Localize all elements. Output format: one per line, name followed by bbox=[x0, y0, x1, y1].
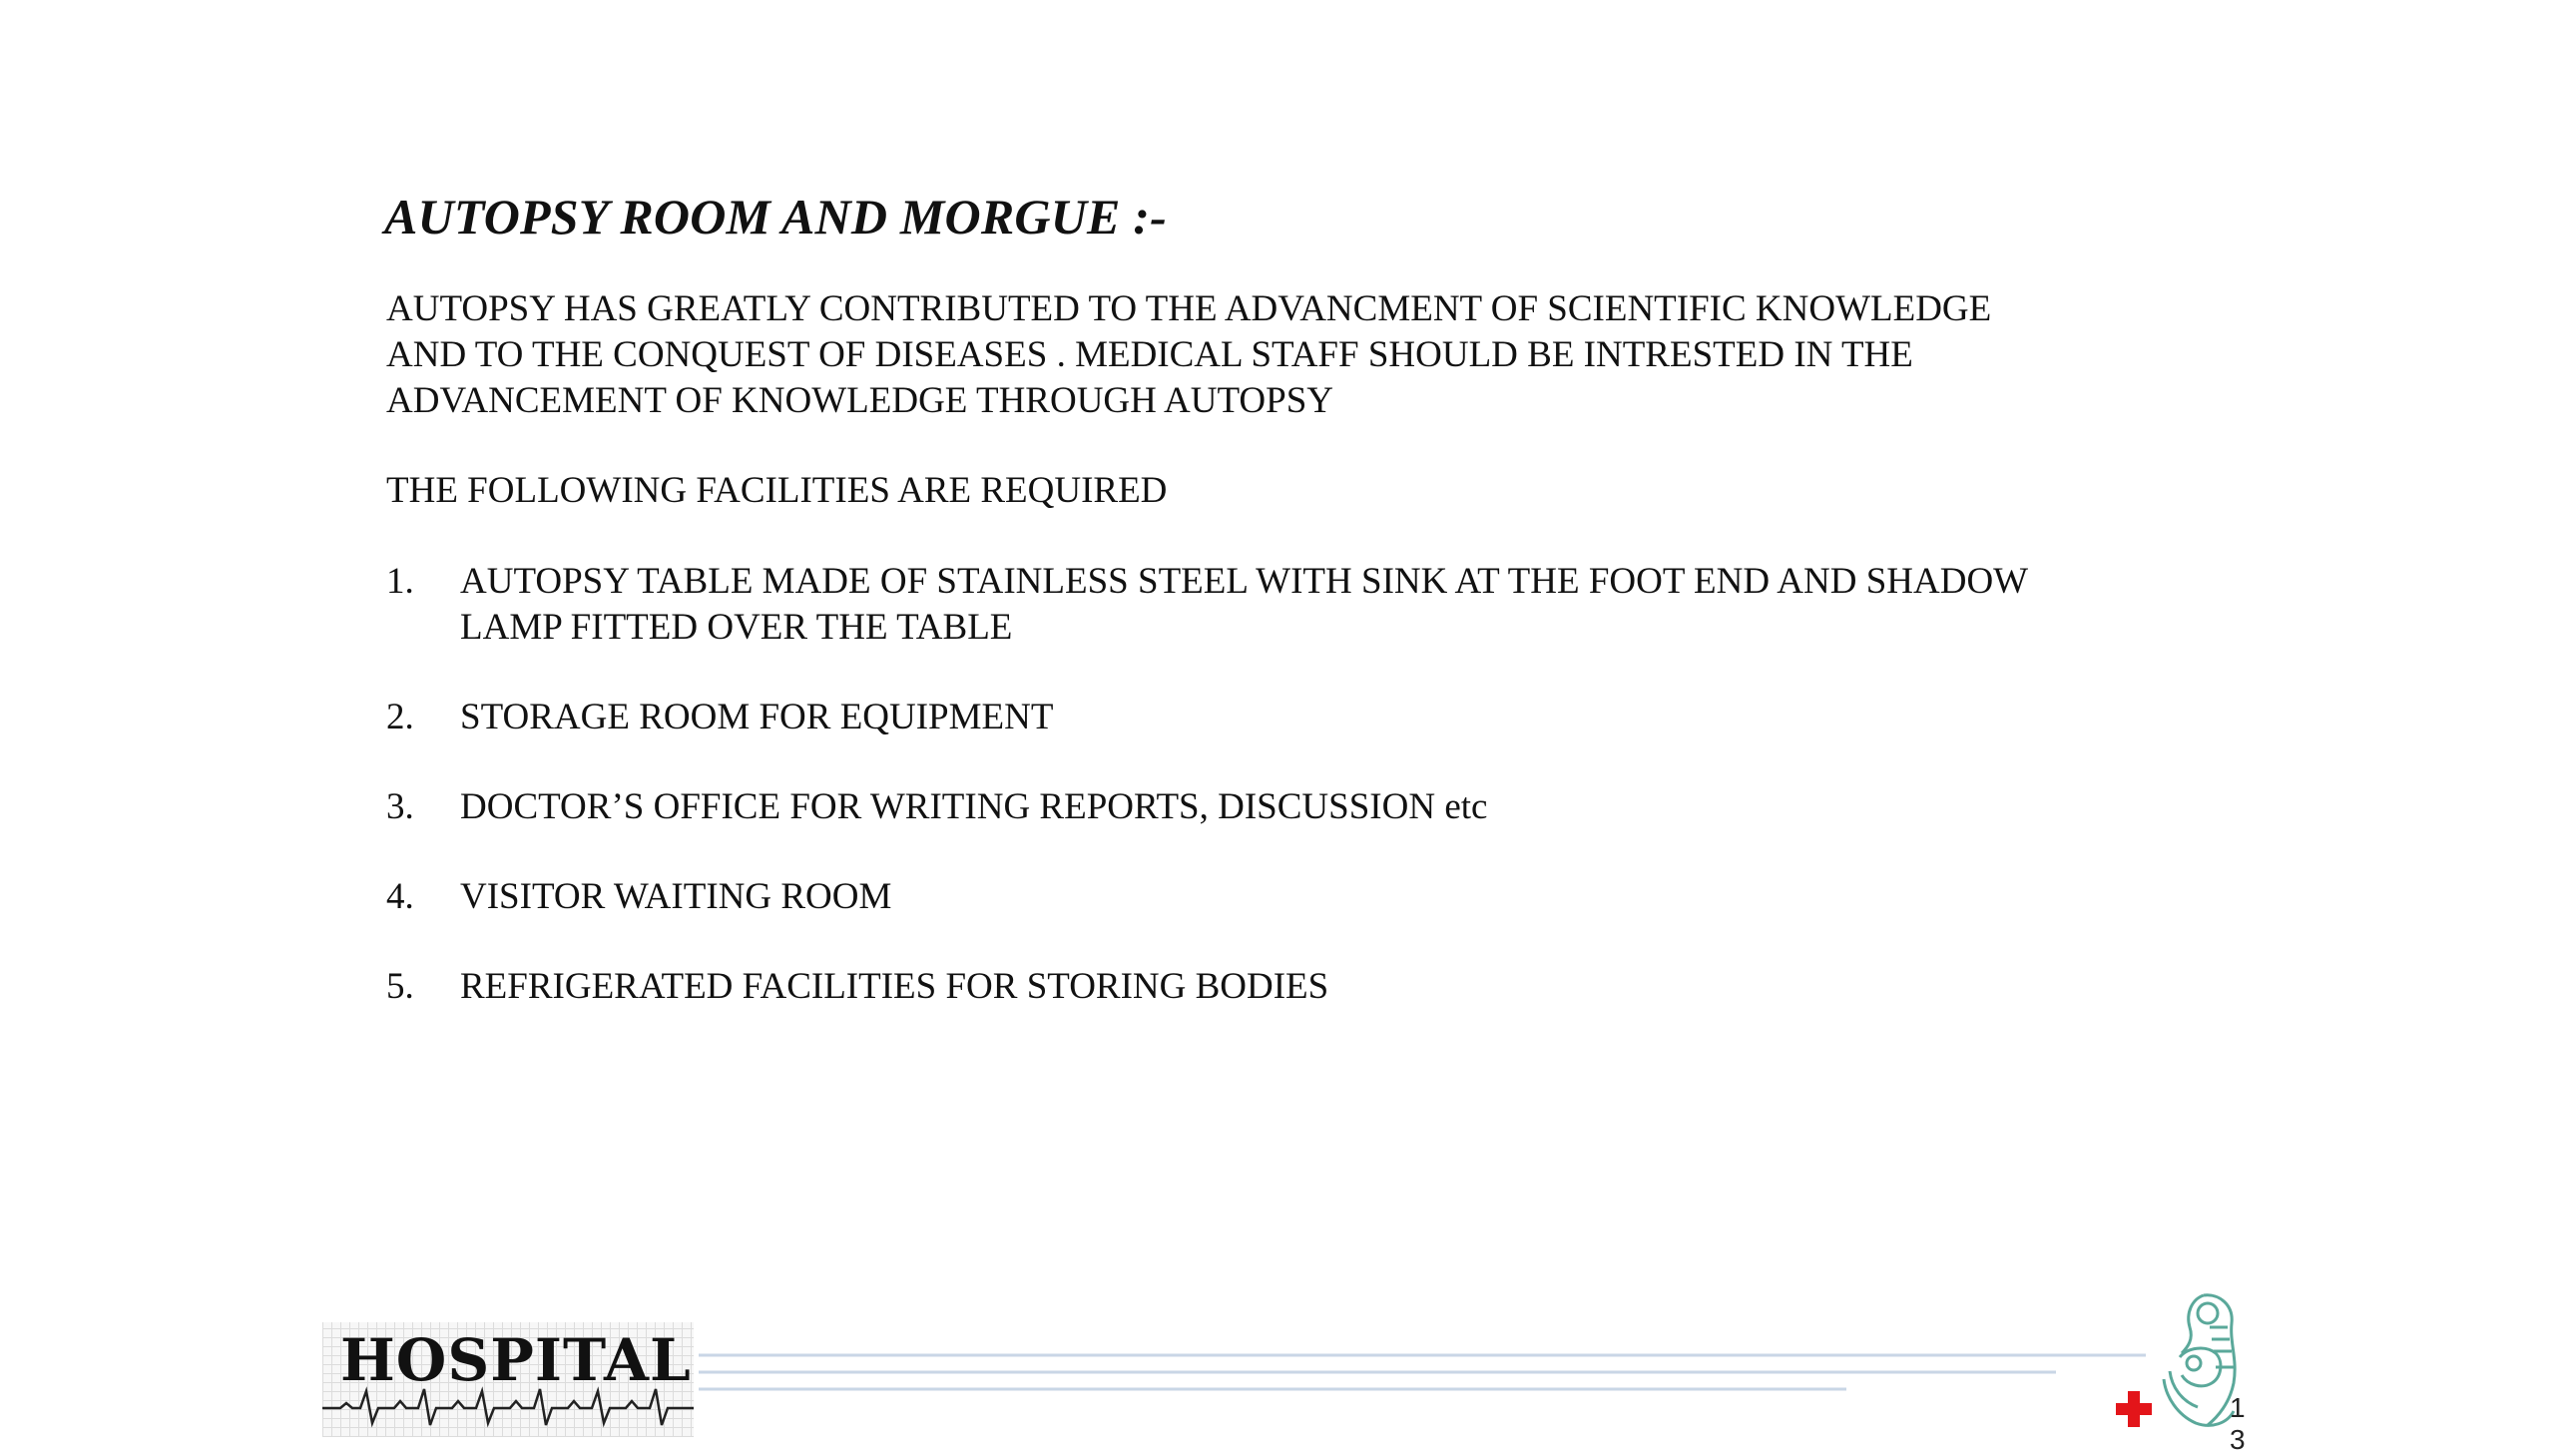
list-item bbox=[386, 964, 2183, 1010]
list-item-text bbox=[460, 964, 2183, 1010]
mother-child-icon bbox=[2164, 1295, 2235, 1426]
intro-line: ADVANCEMENT OF KNOWLEDGE THROUGH AUTOPSY bbox=[386, 380, 1334, 421]
hospital-logo bbox=[322, 1322, 694, 1437]
list-item-text bbox=[460, 695, 2183, 740]
list-item-number: 1. bbox=[386, 561, 414, 602]
footer-rule bbox=[699, 1352, 2146, 1392]
list-item bbox=[386, 695, 2183, 740]
hospital-logo-text: HOSPITAL bbox=[340, 1326, 692, 1394]
list-item-number: 4. bbox=[386, 876, 414, 917]
intro-line: AND TO THE CONQUEST OF DISEASES . MEDICAL STAFF SHOULD BE INTRESTED IN THE bbox=[386, 334, 1913, 375]
list-item-text bbox=[460, 784, 2183, 830]
ecg-trace-icon bbox=[322, 1383, 694, 1433]
list-item-line: STORAGE ROOM FOR EQUIPMENT bbox=[460, 697, 1054, 737]
list-item-line: VISITOR WAITING ROOM bbox=[460, 876, 892, 917]
facilities-heading: THE FOLLOWING FACILITIES ARE REQUIRED bbox=[386, 470, 1168, 511]
list-item-number: 3. bbox=[386, 786, 414, 827]
list-item bbox=[386, 874, 2183, 920]
list-item-line: LAMP FITTED OVER THE TABLE bbox=[460, 607, 1013, 648]
list-item-number: 2. bbox=[386, 697, 414, 737]
list-item-text bbox=[460, 874, 2183, 920]
page-number: 13 bbox=[2230, 1392, 2246, 1455]
list-item-line: REFRIGERATED FACILITIES FOR STORING BODIES bbox=[460, 966, 1329, 1007]
list-item bbox=[386, 784, 2183, 830]
intro-paragraph bbox=[386, 286, 2143, 424]
list-item-line: DOCTOR’S OFFICE FOR WRITING REPORTS, DISCUSSION etc bbox=[460, 786, 1488, 827]
intro-line: AUTOPSY HAS GREATLY CONTRIBUTED TO THE ADVANCMENT OF SCIENTIFIC KNOWLEDGE bbox=[386, 288, 1992, 329]
slide-title: AUTOPSY ROOM AND MORGUE :- bbox=[384, 189, 1167, 244]
list-item bbox=[386, 559, 2183, 651]
list-item-number: 5. bbox=[386, 966, 414, 1007]
list-item-text bbox=[460, 559, 2183, 651]
facilities-list bbox=[386, 559, 2183, 1054]
list-item-line: AUTOPSY TABLE MADE OF STAINLESS STEEL WITH SINK AT THE FOOT END AND SHADOW bbox=[460, 561, 2029, 602]
red-cross-icon bbox=[2116, 1391, 2152, 1427]
